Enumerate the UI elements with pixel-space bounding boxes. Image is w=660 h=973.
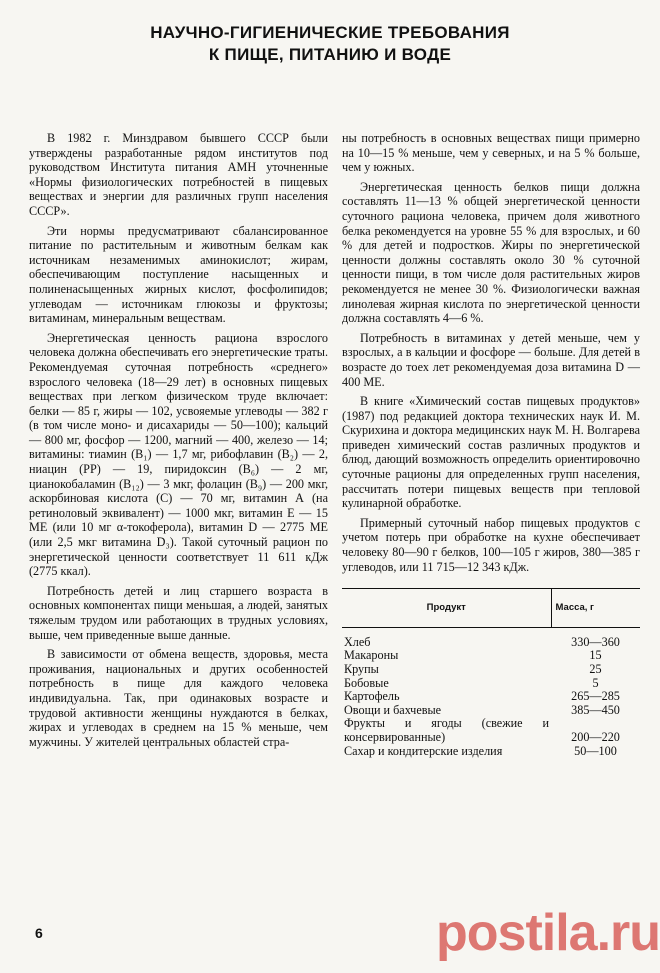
table-row: [342, 690, 640, 704]
mass-cell: 50—100: [574, 743, 617, 758]
table-row: [342, 663, 640, 677]
table-row: [342, 704, 640, 718]
table-row: [342, 677, 640, 691]
left-column: [29, 131, 328, 754]
paragraph: В 1982 г. Минздравом бывшего СССР были утверждены разработанные рядом институтов под руководством Института питания АМН уточненные «Нормы физиологических потребностей в пищевых веществах и энергии для различных групп населения СССР».: [29, 131, 328, 218]
table-row: [342, 649, 640, 663]
product-cell: Фрукты и ягоды (свежие и консервированные): [344, 716, 549, 744]
food-set-table: [342, 588, 640, 758]
paragraph: ны потребность в основных веществах пищи примерно на 10—15 % меньше, чем у северных, и на 5 % больше, чем у южных.: [342, 131, 640, 175]
page-number: 6: [35, 925, 43, 941]
paragraph: Потребность в витаминах у детей меньше, чем у взрослых, а в кальции и фосфоре — больше. Для детей в возрасте до тоех лет рекомендуемая доза витамина D — 400 МЕ.: [342, 330, 640, 389]
paragraph: Эти нормы предусматривают сбалансированное питание по растительным и животным белкам как источникам незаменимых аминокислот; жирам, обеспечивающим поступление насыщенных и полиненасыщенных жирных кислот, фосфолипидов; углеводам — источникам глюкозы и фруктозы; витаминам, минеральным веществам.: [29, 223, 328, 326]
product-cell: Бобовые: [344, 675, 389, 690]
paragraph: В книге «Химический состав пищевых продуктов» (1987) под редакцией доктора технических наук И. М. Скурихина и доктора медицинских наук М. Н. Волгарева приведен химический состав различных продуктов и блюд, дающий возможность определить ориентировочно суточные рационы для определенных групп населения, рассчитать потери пищевых веществ при тепловой кулинарной обработке.: [342, 394, 640, 511]
paragraph: Энергетическая ценность белков пищи должна составлять 11—13 % общей энергетической ценности суточного рациона человека, причем доля животного белка рекомендуется на уровне 55 % для взрослых, и 60 % для детей и подростков. Жиры по энергетической ценности должны составлять около 30 % суточной ценности пищи, в том числе доля растительных жиров рекомендуется не менее 30 %. Физиологически важная линолевая жирная кислота по энергетической ценности должна составлять 4—6 %.: [342, 179, 640, 326]
paragraph: Примерный суточный набор пищевых продуктов с учетом потерь при обработке на кухне обеспечивает человеку 80—90 г белков, 100—105 г жиров, 380—385 г углеводов, или 11 715—12 343 кДж.: [342, 515, 640, 574]
column-header-product: Продукт: [342, 589, 551, 628]
product-cell: Крупы: [344, 662, 379, 676]
mass-cell: 5: [592, 675, 599, 690]
watermark: postila.ru: [436, 904, 660, 962]
table-header-row: [342, 589, 640, 628]
product-cell: Хлеб: [344, 634, 371, 649]
product-cell: Макароны: [344, 648, 399, 663]
product-cell: Картофель: [344, 689, 400, 704]
right-column: [342, 131, 640, 758]
table-row: [342, 717, 640, 744]
paragraph: Энергетическая ценность рациона взрослого человека должна обеспечивать его энергетические траты. Рекомендуемая суточная потребность «среднего» взрослого человека (18—29 лет) в основных пищевых веществах при легком физическом труде включает: белки — 85 г, жиры — 102, усвояемые углеводы — 382 г (в том числе моно- и дисахариды — 50—100); кальций — 800 мг, фосфор — 1200, магний — 400, железо — 14; витамины: тиамин (B₁) — 1,7 мг, рибофлавин (B₂) — 2, ниацин (PP) — 19, пиридоксин (B₆) — 2 мг, цианокобаламин (B₁₂) — 3 мкг, фолацин (B₉) — 200 мкг, аскорбиновая кислота (С) — 70 мг, витамин А (на ретиноловый эквивалент) — 1000 мкг, витамин Е — 15 МЕ (или 10 мг α-токоферола), витамин D — 2775 МЕ (или 2,5 мкг витамина D₃). Такой суточный рацион по энергетической ценности соответствует 11 611 кДж (2775 ккал).: [29, 330, 328, 579]
product-cell: Сахар и кондитерские изделия: [344, 743, 503, 758]
title-line-2: К ПИЩЕ, ПИТАНИЮ И ВОДЕ: [208, 45, 452, 64]
table-row: [342, 627, 640, 649]
mass-cell: 15: [589, 648, 602, 663]
paragraph: В зависимости от обмена веществ, здоровья, места проживания, национальных и других особенностей потребность в пище для каждого человека индивидуальна. Так, при одинаковых возрасте и трудовой активности женщины нуждаются в белках, жирах и углеводах в среднем на 15 % меньше, чем мужчины. У жителей центральных областей стра-: [29, 647, 328, 749]
mass-cell: 25: [589, 662, 602, 676]
column-header-mass: Масса, г: [551, 589, 640, 628]
mass-cell: 265—285: [571, 689, 620, 704]
title-line-1: НАУЧНО-ГИГИЕНИЧЕСКИЕ ТРЕБОВАНИЯ: [150, 23, 510, 42]
table-row: [342, 745, 640, 759]
product-cell: Овощи и бахчевые: [344, 702, 442, 717]
page-title: [0, 22, 660, 66]
paragraph: Потребность детей и лиц старшего возраста в основных компонентах пищи меньшая, а людей, занятых тяжелым трудом или работающих в трудных условиях, выше, чем приведенные выше данные.: [29, 583, 328, 642]
mass-cell: 385—450: [571, 702, 620, 717]
mass-cell: 200—220: [571, 729, 620, 744]
mass-cell: 330—360: [571, 634, 620, 649]
